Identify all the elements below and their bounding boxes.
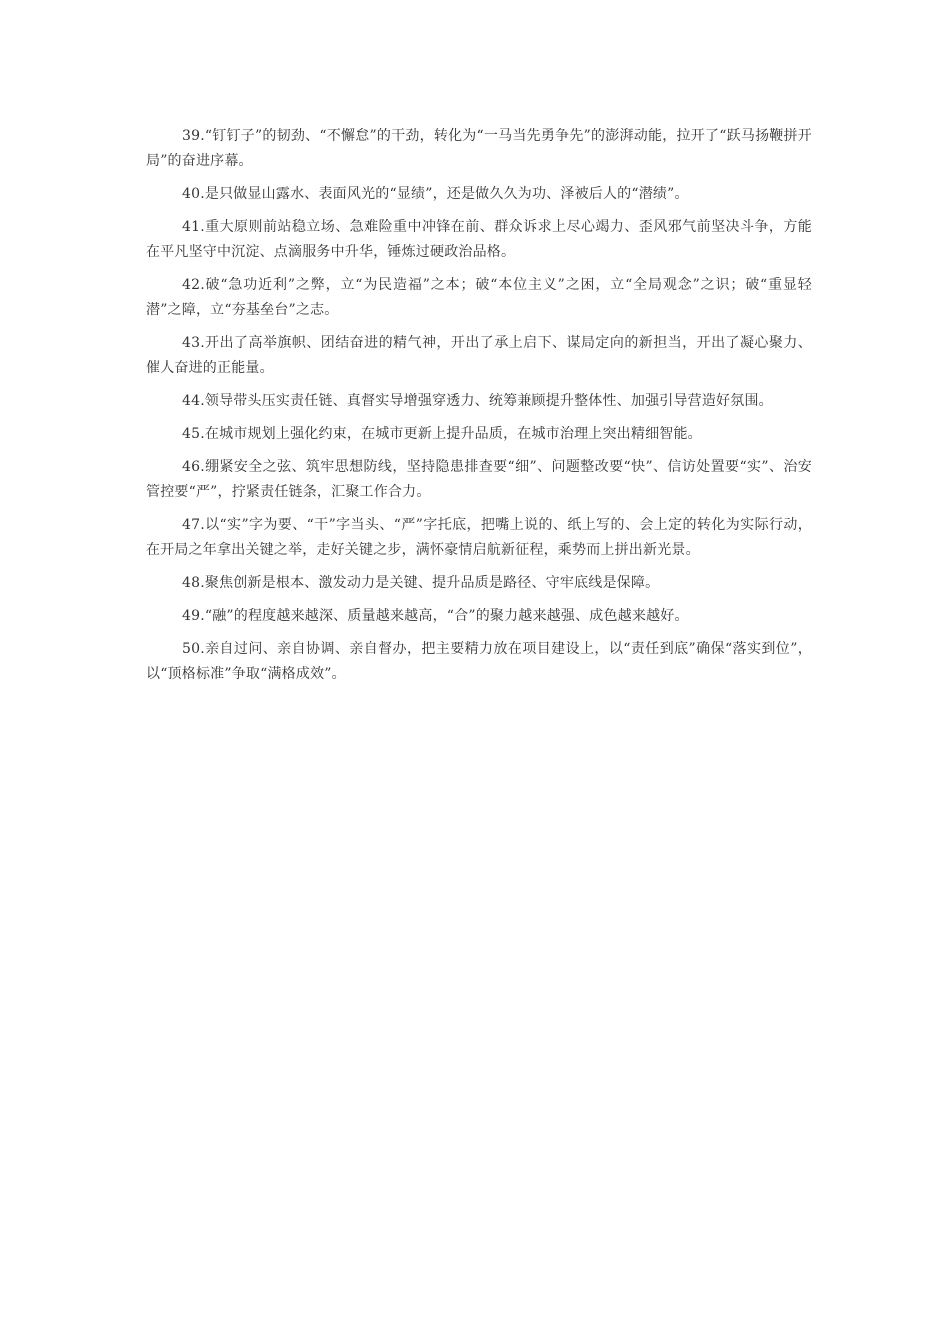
document-body [146,124,812,695]
paragraph-41: 41.重大原则前站稳立场、急难险重中冲锋在前、群众诉求上尽心竭力、歪风邪气前坚决斗争，方能在平凡坚守中沉淀、点滴服务中升华，锤炼过硬政治品格。 [146,219,812,260]
paragraph-45: 45.在城市规划上强化约束，在城市更新上提升品质，在城市治理上突出精细智能。 [182,426,702,442]
paragraph-50: 50.亲自过问、亲自协调、亲自督办，把主要精力放在项目建设上，以“责任到底”确保“落实到位”，以“顶格标准”争取“满格成效”。 [146,641,812,682]
paragraph-42: 42.破“急功近利”之弊，立“为民造福”之本；破“本位主义”之困，立“全局观念”之识；破“重显轻潜”之障，立“夯基垒台”之志。 [146,277,812,318]
paragraph-48: 48.聚焦创新是根本、激发动力是关键、提升品质是路径、守牢底线是保障。 [182,575,660,591]
paragraph-39: 39.“钉钉子”的韧劲、“不懈怠”的干劲，转化为“一马当先勇争先”的澎湃动能，拉开了“跃马扬鞭拼开局”的奋进序幕。 [146,128,812,169]
paragraph-40: 40.是只做显山露水、表面风光的“显绩”，还是做久久为功、泽被后人的“潜绩”。 [182,186,689,202]
paragraph-47: 47.以“实”字为要、“干”字当头、“严”字托底，把嘴上说的、纸上写的、会上定的转化为实际行动，在开局之年拿出关键之举，走好关键之步，满怀豪情启航新征程，乘势而上拼出新光景。 [146,517,812,558]
paragraph-46: 46.绷紧安全之弦、筑牢思想防线，坚持隐患排查要“细”、问题整改要“快”、信访处置要“实”、治安管控要“严”，拧紧责任链条，汇聚工作合力。 [146,459,812,500]
paragraph-44: 44.领导带头压实责任链、真督实导增强穿透力、统筹兼顾提升整体性、加强引导营造好氛围。 [182,393,773,409]
paragraph-43: 43.开出了高举旗帜、团结奋进的精气神，开出了承上启下、谋局定向的新担当，开出了凝心聚力、催人奋进的正能量。 [146,335,812,376]
paragraph-49: 49.“融”的程度越来越深、质量越来越高，“合”的聚力越来越强、成色越来越好。 [182,608,689,624]
